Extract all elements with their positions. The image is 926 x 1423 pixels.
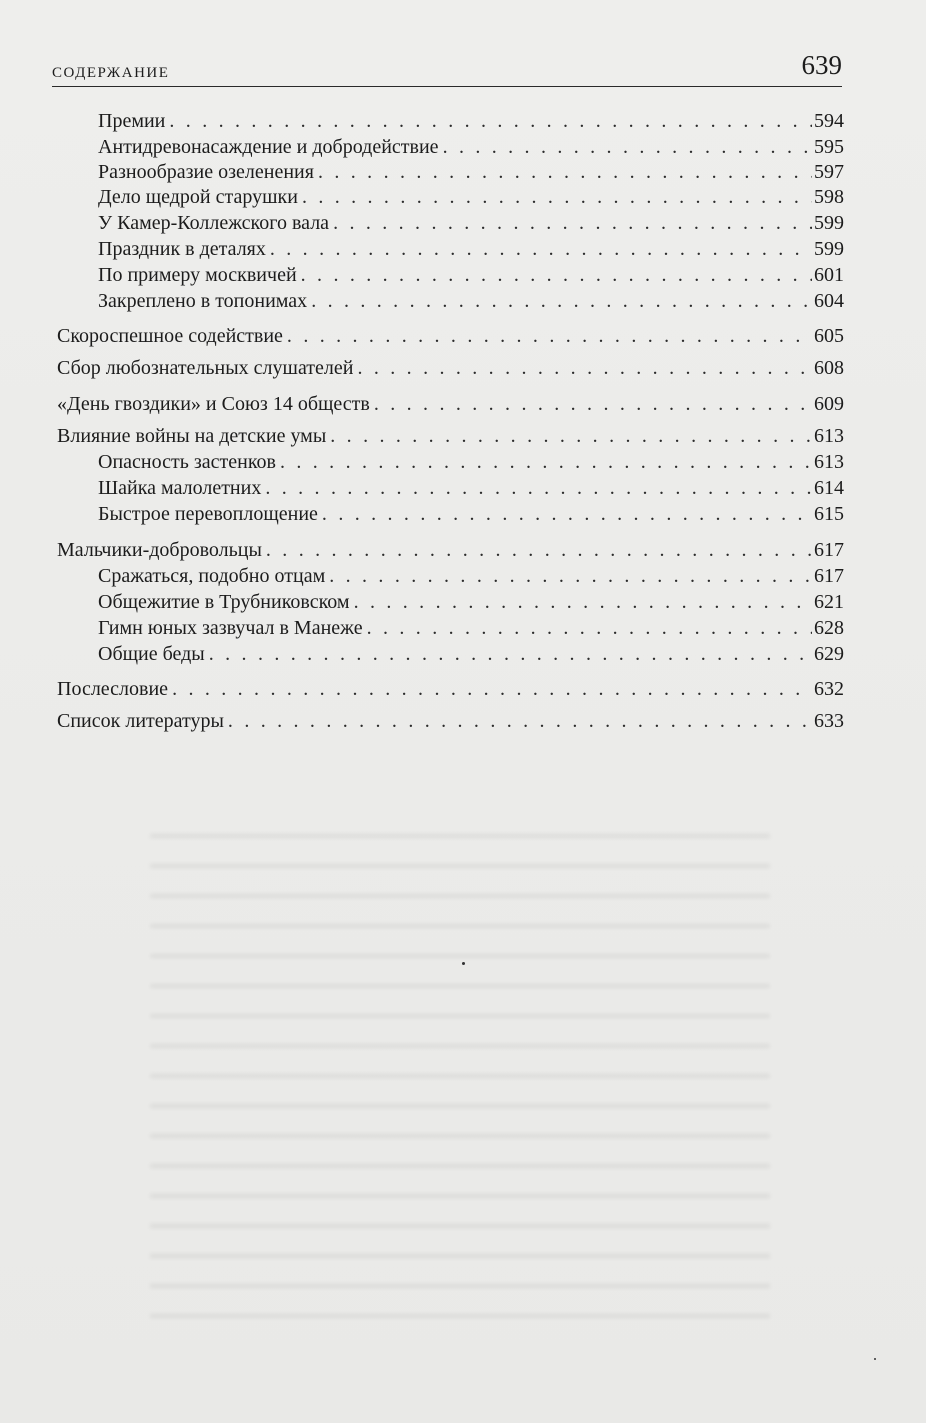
- toc-chapter-row: [57, 424, 844, 448]
- header-rule: [52, 86, 842, 87]
- toc-dot-leader: [228, 709, 812, 733]
- toc-section-row: [98, 160, 844, 184]
- toc-entry-page: 613: [814, 425, 844, 447]
- toc-entry-title: У Камер-Коллежского вала: [98, 212, 330, 234]
- toc-chapter-row: [57, 709, 844, 733]
- page-number: 639: [801, 50, 842, 80]
- toc-entry-page: 597: [814, 161, 844, 183]
- toc-entry-title: Праздник в деталях: [98, 238, 266, 260]
- toc-entry-page: 604: [814, 290, 844, 312]
- toc-dot-leader: [367, 616, 812, 640]
- toc-entry-title: Общежитие в Трубниковском: [98, 591, 350, 613]
- toc-section-row: [98, 211, 844, 235]
- toc-entry-title: Влияние войны на детские умы: [57, 425, 327, 447]
- toc-section-row: [98, 289, 844, 313]
- toc-dot-leader: [302, 185, 812, 209]
- toc-section-row: [98, 237, 844, 261]
- toc-entry-page: 628: [814, 617, 844, 639]
- toc-entry-title: По примеру москвичей: [98, 264, 297, 286]
- toc-dot-leader: [322, 502, 812, 526]
- toc-chapter-row: [57, 324, 844, 348]
- toc-entry-page: 595: [814, 136, 844, 158]
- toc-entry-title: Быстрое перевоплощение: [98, 503, 318, 525]
- toc-entry-page: 621: [814, 591, 844, 613]
- toc-entry-title: Список литературы: [57, 710, 224, 732]
- toc-entry-page: 609: [814, 393, 844, 415]
- toc-dot-leader: [357, 356, 812, 380]
- toc-chapter-row: [57, 677, 844, 701]
- toc-entry-page: 594: [814, 110, 844, 132]
- toc-entry-page: 608: [814, 357, 844, 379]
- toc-entry-page: 615: [814, 503, 844, 525]
- toc-section-row: [98, 450, 844, 474]
- toc-entry-title: Дело щедрой старушки: [98, 186, 298, 208]
- toc-dot-leader: [280, 450, 812, 474]
- toc-entry-title: Общие беды: [98, 643, 205, 665]
- toc-entry-page: 617: [814, 565, 844, 587]
- toc-entry-title: Сражаться, подобно отцам: [98, 565, 326, 587]
- toc-section-row: [98, 564, 844, 588]
- toc-dot-leader: [287, 324, 812, 348]
- ink-speck: [874, 1358, 876, 1360]
- toc-section-row: [98, 135, 844, 159]
- toc-section-row: [98, 109, 844, 133]
- toc-entry-title: Шайка малолетних: [98, 477, 262, 499]
- toc-entry-page: 599: [814, 212, 844, 234]
- toc-entry-title: Мальчики-добровольцы: [57, 539, 262, 561]
- toc-section-row: [98, 590, 844, 614]
- toc-entry-title: Послесловие: [57, 678, 169, 700]
- toc-section-row: [98, 616, 844, 640]
- toc-dot-leader: [318, 160, 812, 184]
- toc-entry-title: Гимн юных зазвучал в Манеже: [98, 617, 363, 639]
- toc-chapter-row: [57, 356, 844, 380]
- toc-section-row: [98, 185, 844, 209]
- toc-section-row: [98, 476, 844, 500]
- toc-dot-leader: [311, 289, 812, 313]
- toc-entry-page: 617: [814, 539, 844, 561]
- toc-dot-leader: [270, 237, 812, 261]
- running-title: содержание: [52, 58, 170, 82]
- bleed-through-text: [150, 820, 770, 1340]
- toc-dot-leader: [333, 211, 812, 235]
- toc-entry-page: 601: [814, 264, 844, 286]
- running-head: [52, 50, 842, 86]
- toc-entry-page: 629: [814, 643, 844, 665]
- toc-entry-title: Скороспешное содействие: [57, 325, 283, 347]
- toc-dot-leader: [172, 677, 812, 701]
- toc-entry-page: 598: [814, 186, 844, 208]
- toc-dot-leader: [209, 642, 812, 666]
- toc-entry-title: Опасность застенков: [98, 451, 276, 473]
- toc-dot-leader: [266, 538, 812, 562]
- toc-section-row: [98, 263, 844, 287]
- toc-entry-page: 613: [814, 451, 844, 473]
- toc-entry-page: 614: [814, 477, 844, 499]
- toc-entry-title: Антидревонасаждение и добродействие: [98, 136, 439, 158]
- toc-dot-leader: [301, 263, 812, 287]
- toc-dot-leader: [330, 424, 812, 448]
- toc-entry-title: Премии: [98, 110, 166, 132]
- toc-dot-leader: [265, 476, 812, 500]
- toc-entry-page: 599: [814, 238, 844, 260]
- toc-dot-leader: [374, 392, 812, 416]
- toc-dot-leader: [329, 564, 812, 588]
- toc-entry-title: Сбор любознательных слушателей: [57, 357, 354, 379]
- toc-entry-title: Разнообразие озеленения: [98, 161, 314, 183]
- toc-chapter-row: [57, 538, 844, 562]
- toc-entry-page: 605: [814, 325, 844, 347]
- toc-dot-leader: [354, 590, 812, 614]
- toc-entry-title: Закреплено в топонимах: [98, 290, 308, 312]
- toc-dot-leader: [443, 135, 812, 159]
- ink-speck: [462, 962, 465, 965]
- toc-section-row: [98, 502, 844, 526]
- toc-chapter-row: [57, 392, 844, 416]
- toc-entry-page: 632: [814, 678, 844, 700]
- toc-entry-title: «День гвоздики» и Союз 14 обществ: [57, 393, 370, 415]
- toc-section-row: [98, 642, 844, 666]
- toc-entry-page: 633: [814, 710, 844, 732]
- toc-dot-leader: [169, 109, 812, 133]
